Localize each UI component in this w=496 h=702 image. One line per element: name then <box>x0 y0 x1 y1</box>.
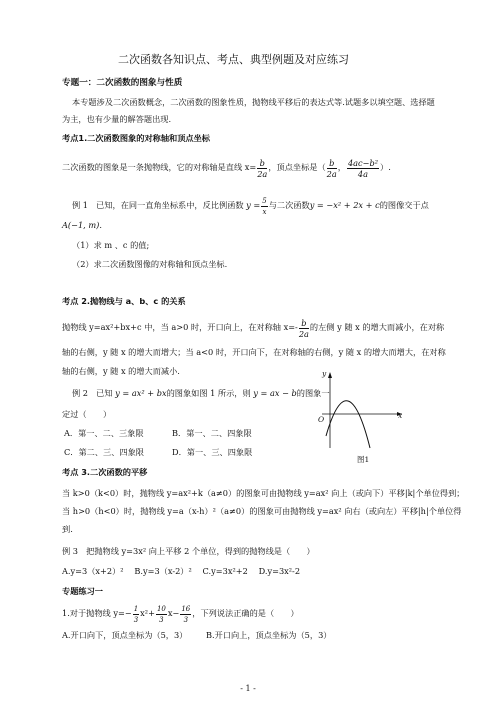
parabola-graph <box>316 370 406 450</box>
point1-text <box>62 156 391 179</box>
example2-option-c: C．第二、三、四象限 <box>64 447 144 457</box>
practice1-fraction-1 <box>133 604 139 625</box>
document-title: 二次函数各知识点、考点、典型例题及对应练习 <box>118 53 349 66</box>
point2-line-3: 轴的右侧，y 随 x 的增大而减小. <box>62 366 180 376</box>
frac-den: 2a <box>326 168 337 179</box>
example2-option-a: A．第一、二、三象限 <box>64 428 144 438</box>
example1-text-b: 与二次函数 <box>268 200 310 210</box>
example2-option-d: D．第一、三、四象限 <box>172 447 253 457</box>
figure-origin-label: O <box>318 415 325 424</box>
example2-text-b: 的图象如图 1 所示，则 <box>166 388 251 398</box>
example1-fraction <box>261 196 267 217</box>
practice1-fraction-2 <box>156 604 167 625</box>
frac-num: b <box>299 318 309 329</box>
example1-q2: （2）求二次函数图像的对称轴和顶点坐标. <box>72 259 228 269</box>
point2-text-b: 的左侧 y 随 x 的增大而减小，在对称 <box>309 322 445 332</box>
frac-den: 3 <box>183 615 189 624</box>
point2-line-1 <box>62 316 444 339</box>
point1-text-a: 二次函数的图象是一条抛物线，它的对称轴是直线 x= <box>62 162 257 172</box>
frac-den: 2a <box>257 168 268 179</box>
practice1-option-b: B.开口向上，顶点坐标为（5，3） <box>206 630 332 640</box>
example1-q1: （1）求 m 、c 的值; <box>72 240 150 250</box>
example1-func2: y = −x² + 2x + c <box>309 200 380 210</box>
parabola-curve <box>326 401 370 448</box>
point1-text-b: ，顶点坐标是（ <box>268 162 326 172</box>
figure-caption: 图1 <box>357 455 370 464</box>
example2-func2: y = ax − b <box>253 388 297 398</box>
practice1-fraction-3 <box>180 604 191 625</box>
point2-text-a: 抛物线 y=ax²+bx+c 中，当 a>0 时，开口向上，在对称轴 x=- <box>62 322 298 332</box>
comma: ， <box>337 162 346 172</box>
page-number: - 1 - <box>240 684 256 693</box>
point2-line-2: 轴的右侧，y 随 x 的增大而增大；当 a<0 时，开口向下，在对称轴的右侧，y 随 x 的增大而增大，在对称 <box>62 347 446 357</box>
point3-line-1: 当 k>0（k<0）时，抛物线 y=ax²+k（a≠0）的图象可由抛物线 y=ax² 向上（或向下）平移|k|个单位得到； <box>62 488 465 498</box>
frac-num: 5 <box>262 196 267 205</box>
example2-text-a: 例 2 已知 <box>72 388 113 398</box>
example2-option-b: B．第一、二、四象限 <box>172 428 252 438</box>
example2-func1: y = ax² + bx <box>115 388 167 398</box>
practice1-text-b: x²+ <box>140 608 155 618</box>
practice1-question <box>62 602 299 625</box>
frac-num: 10 <box>156 604 166 613</box>
frac-den: 4a <box>357 168 369 179</box>
frac-den: 3 <box>133 615 139 624</box>
example1-text-c: 的图像交于点 <box>379 200 429 210</box>
example1-func1: y = <box>246 200 261 210</box>
frac-den: x <box>262 207 267 216</box>
point2-heading: 考点 2.抛物线与 a、b、c 的关系 <box>62 296 186 306</box>
example1-line <box>72 194 429 217</box>
axis-fraction <box>257 158 267 179</box>
point1-text-c: ）. <box>380 162 391 172</box>
point2-fraction <box>299 318 309 339</box>
y-axis-arrow <box>328 372 332 378</box>
figure-1 <box>316 370 406 450</box>
figure-x-label: x <box>398 411 403 420</box>
frac-den: 3 <box>159 615 164 624</box>
practice-heading: 专题练习一 <box>62 586 103 596</box>
point1-heading: 考点1.二次函数图象的对称轴和顶点坐标 <box>62 133 210 143</box>
practice1-text-c: x− <box>167 608 180 618</box>
point3-line-3: 到. <box>62 524 73 534</box>
practice1-text-a: 1.对于抛物线 y=− <box>62 608 132 618</box>
frac-num: b <box>257 158 267 169</box>
figure-y-label: y <box>322 369 327 378</box>
frac-num: 1 <box>133 604 139 613</box>
example2-line-2: 定过（ ） <box>62 409 112 419</box>
example2-line <box>72 388 330 399</box>
vertex-y-fraction <box>347 158 379 179</box>
example3-options: A.y=3（x+2）² B.y=3（x-2）² C.y=3x²+2 D.y=3x²-2 <box>62 566 301 576</box>
topic-heading: 专题一：二次函数的图象与性质 <box>62 78 183 88</box>
intro-line-2: 为主，也有少量的解答题出现. <box>62 114 172 124</box>
example1-text-a: 例 1 已知，在同一直角坐标系中，反比例函数 <box>72 200 244 210</box>
frac-num: 4ac−b² <box>347 157 378 168</box>
vertex-x-fraction <box>327 158 337 179</box>
example1-point: A(−1, m). <box>62 220 102 230</box>
frac-den: 2a <box>298 328 309 339</box>
intro-line-1: 本专题涉及二次函数概念，二次函数的图象性质，抛物线平移后的表达式等.试题多以填空题、选择题 <box>72 97 435 107</box>
example2-text-c: 的图象一 <box>296 388 330 398</box>
point3-line-2: 当 h>0（h<0）时，抛物线 y=a（x-h）²（a≠0）的图象可由抛物线 y=ax² 向右（或向左）平移|h|个单位得 <box>62 506 462 516</box>
frac-num: 16 <box>181 604 191 613</box>
example3-question: 例 3 把抛物线 y=3x² 向上平移 2 个单位，得到的抛物线是（ ） <box>62 546 315 556</box>
practice1-option-a: A.开口向下，顶点坐标为（5，3） <box>62 630 188 640</box>
frac-num: b <box>327 158 337 169</box>
point3-heading: 考点 3.二次函数的平移 <box>62 467 148 477</box>
practice1-text-d: ，下列说法正确的是（ ） <box>192 608 299 618</box>
